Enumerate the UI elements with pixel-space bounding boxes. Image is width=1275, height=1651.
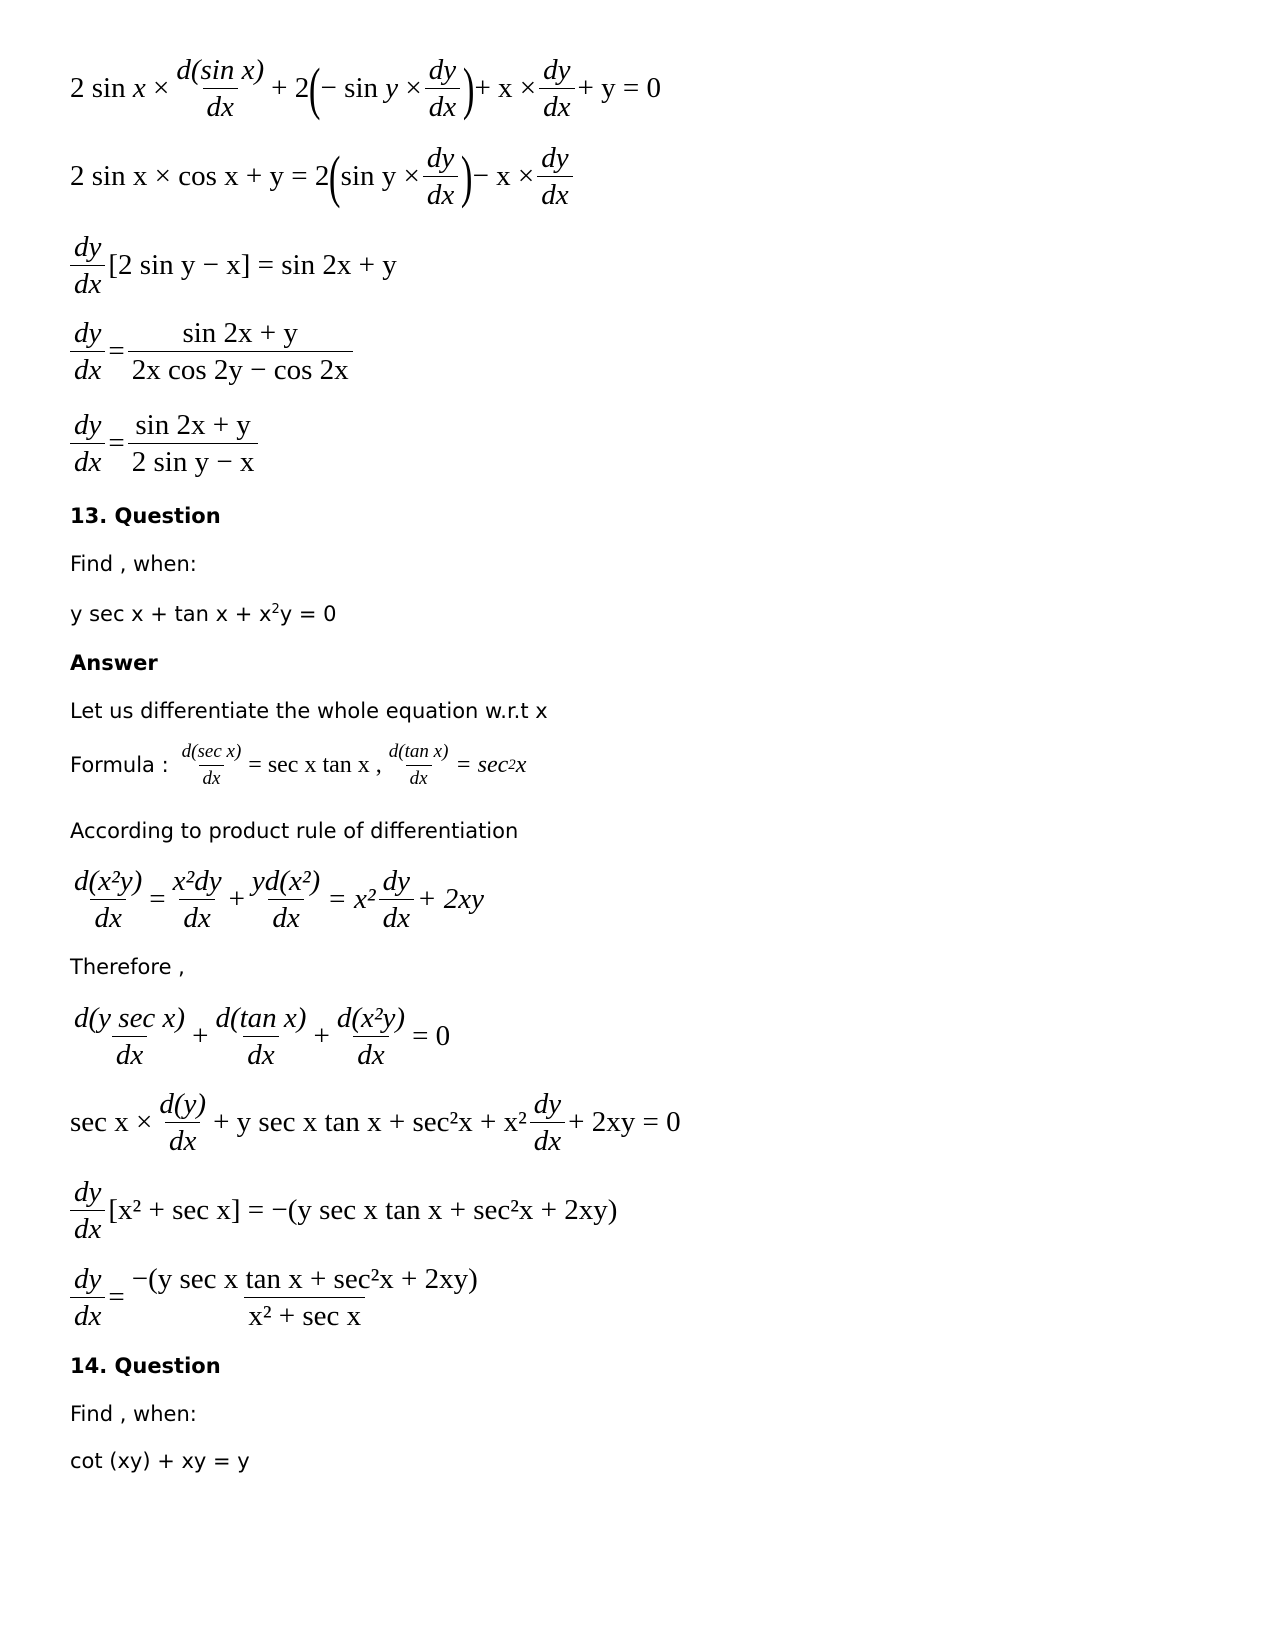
expr-op: = — [108, 1281, 125, 1314]
numerator: dy — [74, 1176, 102, 1208]
denominator: x² + sec x — [244, 1297, 365, 1331]
product-rule-equation — [70, 866, 484, 934]
fraction — [172, 55, 268, 123]
fraction — [530, 1089, 565, 1157]
denominator: dx — [425, 88, 460, 122]
fraction — [70, 1177, 105, 1245]
fraction — [379, 866, 414, 934]
denominator: dx — [353, 1036, 388, 1070]
expr-text: [2 sin y − x] = sin 2x + y — [108, 249, 397, 282]
denominator: dx — [539, 88, 574, 122]
expr-op: = — [108, 335, 125, 368]
numerator: yd(x²) — [251, 865, 321, 897]
answer-label: Answer — [70, 651, 158, 675]
fraction — [211, 1003, 310, 1071]
expr-text: − x × — [472, 160, 535, 193]
expr-var: x — [515, 751, 527, 778]
question-13-equation — [70, 602, 336, 626]
denominator: dx — [90, 899, 125, 933]
fraction — [385, 742, 453, 789]
numerator: d(x²y) — [336, 1002, 406, 1034]
numerator: dy — [428, 54, 457, 86]
fraction — [128, 1264, 482, 1332]
fraction — [537, 143, 572, 211]
numerator: d(sin x) — [176, 54, 265, 86]
fraction — [169, 866, 226, 934]
expanded-equation — [70, 1089, 681, 1157]
expr-var: y — [385, 72, 399, 105]
therefore-text: Therefore , — [70, 955, 185, 979]
denominator: dx — [243, 1036, 278, 1070]
expr-text: + y sec x tan x + sec²x + x² — [213, 1106, 527, 1139]
denominator: dx — [70, 1297, 105, 1331]
expr-text: + 2 — [271, 72, 310, 105]
expr-text: + 2xy = 0 — [568, 1106, 681, 1139]
numerator: d(tan x) — [388, 741, 449, 762]
expr-op: = — [149, 883, 166, 916]
denominator: dx — [70, 443, 105, 477]
equation-text: y = 0 — [279, 602, 337, 626]
expr-text: + x × — [474, 72, 537, 105]
expr-text: = sec x tan x , — [248, 751, 382, 778]
numerator: d(x²y) — [74, 865, 143, 897]
answer-intro: Let us differentiate the whole equation w.r.t x — [70, 699, 548, 723]
expr-text: = x² — [327, 883, 376, 916]
fraction — [178, 742, 246, 789]
numerator: dy — [74, 409, 102, 441]
numerator: x²dy — [172, 865, 222, 897]
formula-label: Formula : — [70, 753, 169, 778]
expr-op: + — [228, 883, 245, 916]
fraction — [70, 232, 105, 300]
open-paren: ( — [309, 55, 321, 121]
prev-equation-line-3 — [70, 232, 397, 300]
numerator: d(tan x) — [215, 1002, 307, 1034]
question-13-prompt: Find , when: — [70, 552, 197, 576]
open-paren: ( — [329, 143, 341, 209]
numerator: d(sec x) — [181, 741, 242, 762]
denominator: dx — [199, 765, 225, 789]
fraction — [425, 55, 460, 123]
expr-op: × — [405, 72, 422, 105]
denominator: dx — [268, 899, 303, 933]
denominator: dx — [70, 351, 105, 385]
numerator: sin 2x + y — [182, 317, 298, 349]
fraction — [70, 1003, 189, 1071]
exponent: 2 — [271, 602, 280, 618]
denominator: dx — [70, 1210, 105, 1244]
denominator: dx — [203, 88, 238, 122]
expr-var: x — [132, 72, 146, 105]
prev-equation-line-2 — [70, 143, 576, 211]
expr-text: [x² + sec x] = −(y sec x tan x + sec²x + 2xy) — [108, 1194, 618, 1227]
denominator: dx — [379, 899, 414, 933]
fraction — [70, 410, 105, 478]
numerator: d(y sec x) — [74, 1002, 186, 1034]
product-rule-text: According to product rule of differentiation — [70, 819, 519, 843]
expr-text: = sec — [455, 751, 509, 778]
collected-equation — [70, 1177, 617, 1245]
prev-equation-line-5 — [70, 410, 261, 478]
denominator: dx — [530, 1122, 565, 1156]
denominator: dx — [165, 1122, 200, 1156]
fraction — [423, 143, 458, 211]
fraction — [70, 866, 146, 934]
numerator: sin 2x + y — [135, 409, 251, 441]
numerator: d(y) — [159, 1088, 207, 1120]
denominator: 2x cos 2y − cos 2x — [128, 351, 353, 385]
expr-op: = — [108, 427, 125, 460]
denominator: dx — [537, 176, 572, 210]
numerator: dy — [426, 142, 455, 174]
fraction — [128, 318, 353, 386]
expr-text: + y = 0 — [577, 72, 661, 105]
prev-equation-line-4 — [70, 318, 356, 386]
expr-text: 2 sin x × cos x + y = 2 — [70, 160, 330, 193]
fraction — [539, 55, 574, 123]
formula-line — [70, 742, 526, 789]
close-paren: ) — [461, 143, 473, 209]
numerator: dy — [533, 1088, 562, 1120]
question-14-prompt: Find , when: — [70, 1402, 197, 1426]
sum-equation — [70, 1003, 450, 1071]
numerator: dy — [541, 142, 569, 174]
denominator: dx — [179, 899, 214, 933]
fraction — [128, 410, 259, 478]
expr-op: + — [313, 1020, 330, 1053]
fraction — [248, 866, 324, 934]
formula-math: $\frac{\text{d(sec x)}}{dx}$ = sec x tan x , $\frac{\text{d(tan x)}}{dx}$ = sec 2 x — [175, 742, 527, 789]
numerator: dy — [74, 1263, 102, 1295]
prev-equation-line-1 — [70, 55, 661, 123]
fraction — [70, 318, 105, 386]
denominator: dx — [70, 265, 105, 299]
fraction — [333, 1003, 409, 1071]
fraction — [70, 1264, 105, 1332]
expr-op: + — [192, 1020, 209, 1053]
denominator: dx — [423, 176, 458, 210]
numerator: dy — [74, 231, 102, 263]
expr-text: = 0 — [412, 1020, 451, 1053]
close-paren: ) — [462, 55, 475, 121]
question-14-heading: 14. Question — [70, 1354, 221, 1378]
denominator: dx — [406, 765, 432, 789]
expr-text: 2 sin — [70, 72, 126, 105]
expr-text: sec x × — [70, 1106, 153, 1139]
numerator: dy — [382, 865, 410, 897]
equation-text: y sec x + tan x + x — [70, 602, 272, 626]
numerator: dy — [74, 317, 102, 349]
result-equation — [70, 1264, 485, 1332]
question-13-heading: 13. Question — [70, 504, 221, 528]
expr-text: sin y × — [340, 160, 420, 193]
expr-text: − sin — [320, 72, 378, 105]
denominator: 2 sin y − x — [128, 443, 259, 477]
numerator: −(y sec x tan x + sec²x + 2xy) — [131, 1263, 478, 1295]
numerator: dy — [543, 54, 571, 86]
expr-op: × — [152, 72, 170, 105]
denominator: dx — [112, 1036, 147, 1070]
question-14-equation: cot (xy) + xy = y — [70, 1449, 250, 1473]
expr-text: + 2xy — [416, 883, 485, 916]
fraction — [155, 1089, 210, 1157]
